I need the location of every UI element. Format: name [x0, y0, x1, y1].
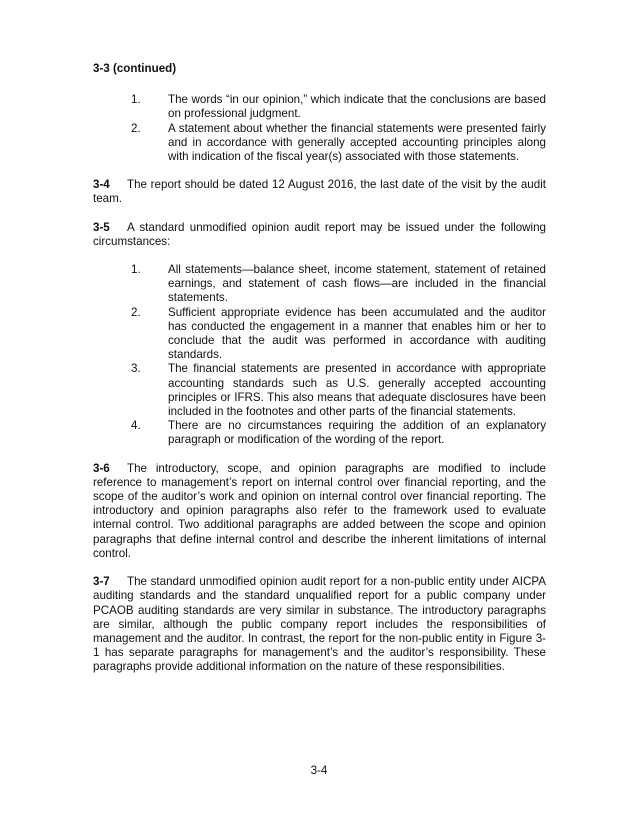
item-text: The financial statements are presented in accordance with appropriate accounting standards such as U.S. generally accepted accounting principles or IFRS. This also means that adequate disclosures have been included in the footnotes and other parts of the financial statements. — [168, 362, 546, 419]
item-number: 1. — [131, 263, 141, 277]
item-number: 1. — [131, 93, 141, 107]
answer-number: 3-6 — [93, 461, 110, 475]
item-text: All statements—balance sheet, income statement, statement of retained earnings, and statement of cash flows—are included in the financial statements. — [168, 263, 546, 305]
paragraph-3-4 — [93, 178, 546, 206]
list-item — [93, 419, 546, 447]
paragraph-3-7 — [93, 575, 546, 674]
list-3-5 — [93, 263, 546, 448]
section-heading-3-3: 3-3 (continued) — [93, 62, 177, 75]
answer-number: 3-7 — [93, 575, 110, 589]
paragraph-3-6 — [93, 462, 546, 561]
paragraph-text: The introductory, scope, and opinion paragraphs are modified to include reference to management’s report on internal control over financial reporting, and the scope of the auditor’s work and opinion on internal control over financial reporting. The introductory and opinion paragraphs also refer to the framework used to evaluate internal control. Two additional paragraphs are added between the scope and opinion paragraphs that define internal control and describe the inherent limitations of internal control. — [93, 461, 546, 560]
item-number: 2. — [131, 305, 141, 319]
paragraph-3-5 — [93, 221, 546, 249]
item-text: Sufficient appropriate evidence has been accumulated and the auditor has conducted the engagement in a manner that enables him or her to conclude that the audit was performed in accordance with auditing standards. — [168, 305, 546, 362]
list-item — [93, 122, 546, 165]
item-text: The words “in our opinion,” which indicate that the conclusions are based on professional judgment. — [168, 93, 546, 121]
list-item — [93, 306, 546, 363]
list-item — [93, 93, 546, 121]
paragraph-text: The standard unmodified opinion audit report for a non-public entity under AICPA auditing standards and the standard unqualified report for a public company under PCAOB auditing standards are very similar in substance. The introductory paragraphs are similar, although the public company report includes the responsibilities of management and the auditor. In contrast, the report for the non-public entity in Figure 3-1 has separate paragraphs for management’s and the auditor’s responsibility. These paragraphs provide additional information on the nature of these responsibilities. — [93, 575, 546, 674]
answer-number: 3-4 — [93, 178, 110, 192]
item-number: 3. — [131, 362, 141, 376]
list-item — [93, 263, 546, 306]
list-3-3 — [93, 93, 546, 164]
document-page — [93, 62, 546, 689]
item-number: 4. — [131, 419, 141, 433]
item-number: 2. — [131, 121, 141, 135]
paragraph-text: The report should be dated 12 August 2016, the last date of the visit by the audit team. — [93, 178, 546, 206]
paragraph-text: A standard unmodified opinion audit report may be issued under the following circumstances: — [93, 220, 546, 248]
item-text: There are no circumstances requiring the addition of an explanatory paragraph or modification of the wording of the report. — [168, 419, 546, 447]
answer-number: 3-5 — [93, 220, 110, 234]
item-text: A statement about whether the financial statements were presented fairly and in accordance with generally accepted accounting principles along with indication of the fiscal year(s) associated with those statements. — [168, 121, 546, 164]
page-number: 3-4 — [310, 764, 328, 777]
list-item — [93, 362, 546, 419]
